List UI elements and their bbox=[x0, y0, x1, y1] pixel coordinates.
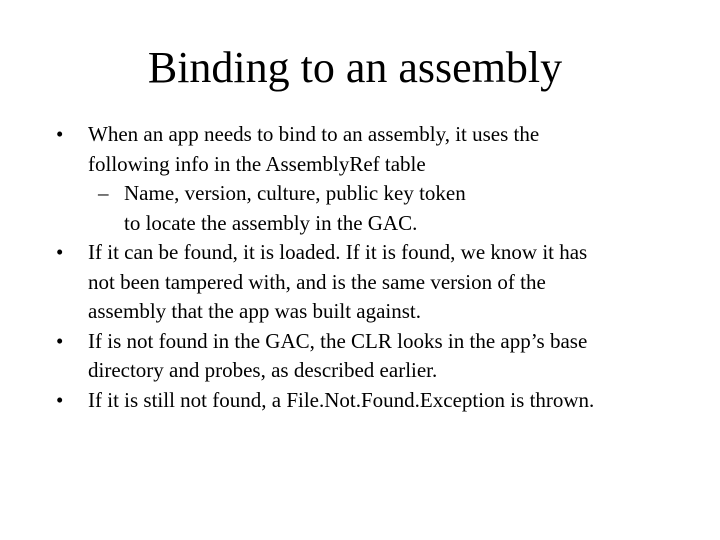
sub-bullet-text-line: Name, version, culture, public key token bbox=[124, 181, 466, 205]
bullet-item bbox=[56, 120, 696, 179]
slide-body bbox=[56, 120, 696, 415]
bullet-item bbox=[56, 386, 696, 416]
bullet-text-line: following info in the AssemblyRef table bbox=[88, 151, 426, 176]
continuation-text bbox=[56, 209, 696, 239]
slide-title: Binding to an assembly bbox=[147, 43, 563, 92]
bullet-text-line: not been tampered with, and is the same version of the bbox=[88, 269, 546, 294]
bullet-text-line: assembly that the app was built against. bbox=[88, 299, 422, 323]
bullet-text-line: If is not found in the GAC, the CLR looks in the app’s base bbox=[88, 328, 588, 353]
bullet-marker: • bbox=[56, 328, 64, 353]
bullet-item bbox=[56, 327, 696, 386]
bullet-text-line: directory and probes, as described earlier. bbox=[88, 358, 438, 382]
bullet-text-line: If it can be found, it is loaded. If it is found, we know it has bbox=[88, 240, 588, 264]
bullet-text-line: When an app needs to bind to an assembly, it uses the bbox=[88, 122, 540, 146]
sub-bullet-item bbox=[56, 179, 696, 209]
continuation-text-line: to locate the assembly in the GAC. bbox=[124, 210, 418, 235]
bullet-marker: • bbox=[56, 240, 64, 264]
bullet-text-line: If it is still not found, a File.Not.Found.Exception is thrown. bbox=[88, 387, 595, 412]
bullet-marker: • bbox=[56, 122, 64, 146]
bullet-marker: • bbox=[56, 387, 64, 412]
dash-marker: – bbox=[98, 181, 109, 205]
bullet-item bbox=[56, 238, 696, 327]
